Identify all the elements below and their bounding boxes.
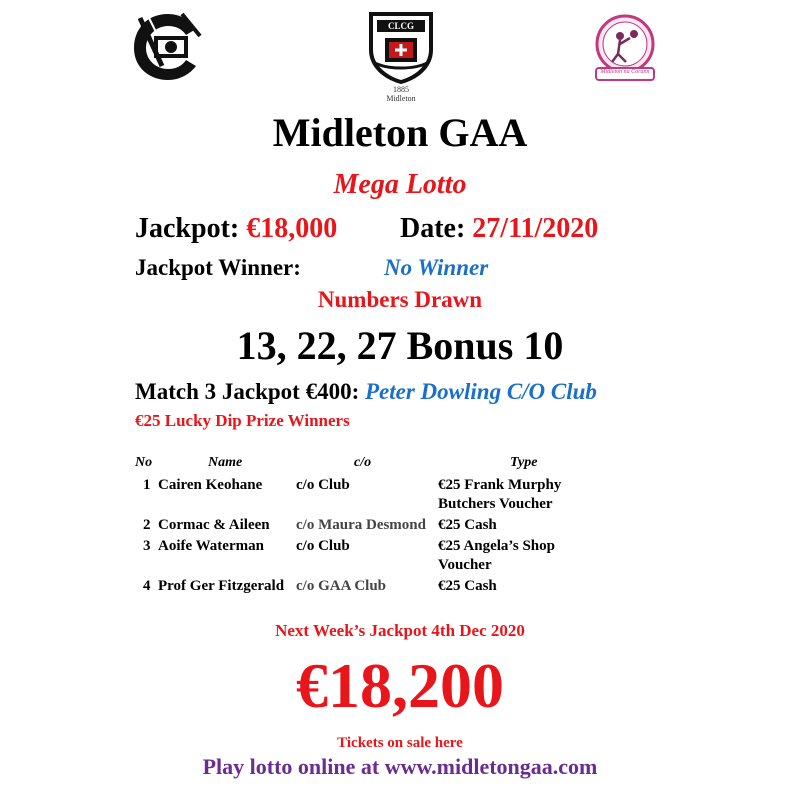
row-name: Cormac & Aileen [158, 517, 270, 533]
play-online-link[interactable]: Play lotto online at www.midletongaa.com [202, 754, 598, 779]
jackpot-winner-label: Jackpot Winner: [135, 255, 301, 280]
right-logo-ribbon: Midleton na Corann [600, 69, 650, 75]
row-type: €25 Angela’s Shop [438, 538, 555, 554]
row-co: c/o Club [296, 538, 350, 554]
jackpot-line [135, 212, 337, 246]
row-type: €25 Cash [438, 517, 497, 533]
jackpot-amount: €18,000 [246, 213, 338, 244]
row-type-cont: Voucher [438, 557, 492, 573]
crest-year: 1885 [393, 85, 409, 94]
row-no: 3 [143, 538, 151, 554]
camogie-logo [128, 8, 208, 86]
page-title: Midleton GAA [272, 110, 528, 155]
row-co: c/o GAA Club [296, 578, 387, 594]
lotto-subtitle: Mega Lotto [333, 169, 467, 200]
match3-winner: Peter Dowling C/O Club [364, 379, 597, 404]
row-type-cont: Butchers Voucher [438, 496, 553, 512]
row-name: Cairen Keohane [158, 477, 263, 493]
date-line [400, 212, 598, 246]
col-header-co: c/o [354, 455, 372, 470]
col-header-no: No [135, 455, 153, 470]
row-type: €25 Cash [438, 578, 497, 594]
date-label: Date: [400, 213, 473, 244]
row-co: c/o Club [296, 477, 350, 493]
row-no: 1 [143, 477, 151, 493]
row-type: €25 Frank Murphy [438, 477, 562, 493]
tickets-label: Tickets on sale here [337, 735, 463, 751]
jackpot-winner-value: No Winner [384, 255, 489, 280]
row-co: c/o Maura Desmond [296, 517, 426, 533]
col-header-name: Name [208, 455, 243, 470]
midleton-club-crest [365, 10, 437, 106]
ladies-football-logo [592, 14, 658, 86]
next-jackpot-amount: €18,200 [296, 650, 504, 721]
draw-date: 27/11/2020 [472, 213, 599, 244]
crest-title-text: CLCG [387, 21, 414, 31]
numbers-drawn: 13, 22, 27 Bonus 10 [236, 323, 564, 368]
next-week-label: Next Week’s Jackpot 4th Dec 2020 [275, 621, 525, 640]
row-no: 4 [143, 578, 151, 594]
row-name: Aoife Waterman [158, 538, 264, 554]
crest-place: Midleton [386, 94, 416, 103]
numbers-drawn-label: Numbers Drawn [317, 287, 483, 312]
jackpot-label: Jackpot: [135, 213, 247, 244]
row-name: Prof Ger Fitzgerald [158, 578, 285, 594]
match3-label: Match 3 Jackpot €400: [135, 379, 365, 404]
match3-line [135, 378, 597, 406]
col-header-type: Type [510, 455, 538, 470]
row-no: 2 [143, 517, 151, 533]
lucky-dip-label: €25 Lucky Dip Prize Winners [135, 411, 350, 430]
